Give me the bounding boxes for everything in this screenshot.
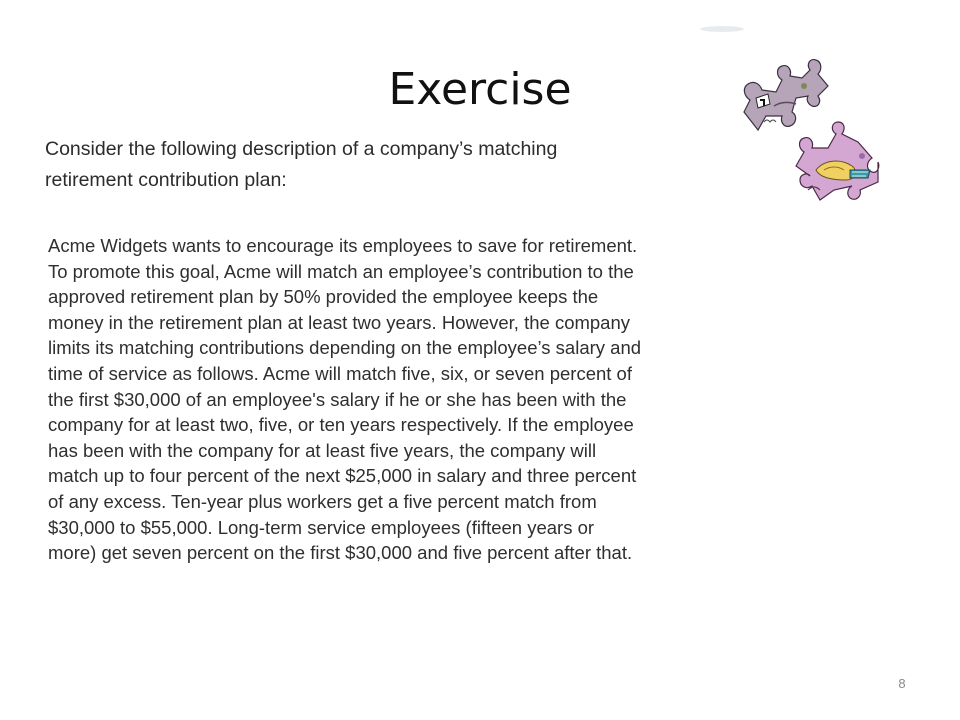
puzzle-pieces-icon xyxy=(700,20,880,205)
purple-puzzle-piece xyxy=(744,60,828,130)
body-line: Acme Widgets wants to encourage its employees to save for retirement. xyxy=(48,235,638,256)
body-line: To promote this goal, Acme will match an employee’s contribution to the xyxy=(48,260,634,282)
body-line: limits its matching contributions depending on the employee’s salary and xyxy=(48,337,642,359)
body-line: time of service as follows. Acme will match five, six, or seven percent of xyxy=(48,362,632,384)
body-line: $30,000 to $55,000. Long-term service employees (fifteen years or xyxy=(48,516,595,538)
body-line: has been with the company for at least five years, the company will xyxy=(48,439,597,461)
intro-text xyxy=(45,134,695,196)
page-number: 8 xyxy=(898,676,906,691)
body-line: approved retirement plan by 50% provided the employee keeps the xyxy=(48,286,599,308)
pink-puzzle-piece xyxy=(796,122,879,200)
body-line: of any excess. Ten-year plus workers get a five percent match from xyxy=(48,490,597,512)
problem-description xyxy=(48,233,838,566)
body-line: more) get seven percent on the first $30,000 and five percent after that. xyxy=(48,542,633,564)
body-line: money in the retirement plan at least two years. However, the company xyxy=(48,311,631,333)
body-line: the first $30,000 of an employee's salary if he or she has been with the xyxy=(48,388,627,410)
body-line: company for at least two, five, or ten years respectively. If the employee xyxy=(48,414,634,436)
intro-line: retirement contribution plan: xyxy=(45,169,287,191)
slide-title: Exercise xyxy=(388,64,572,115)
intro-line: Consider the following description of a company’s matching xyxy=(45,138,558,160)
body-line: match up to four percent of the next $25,000 in salary and three percent xyxy=(48,465,637,487)
